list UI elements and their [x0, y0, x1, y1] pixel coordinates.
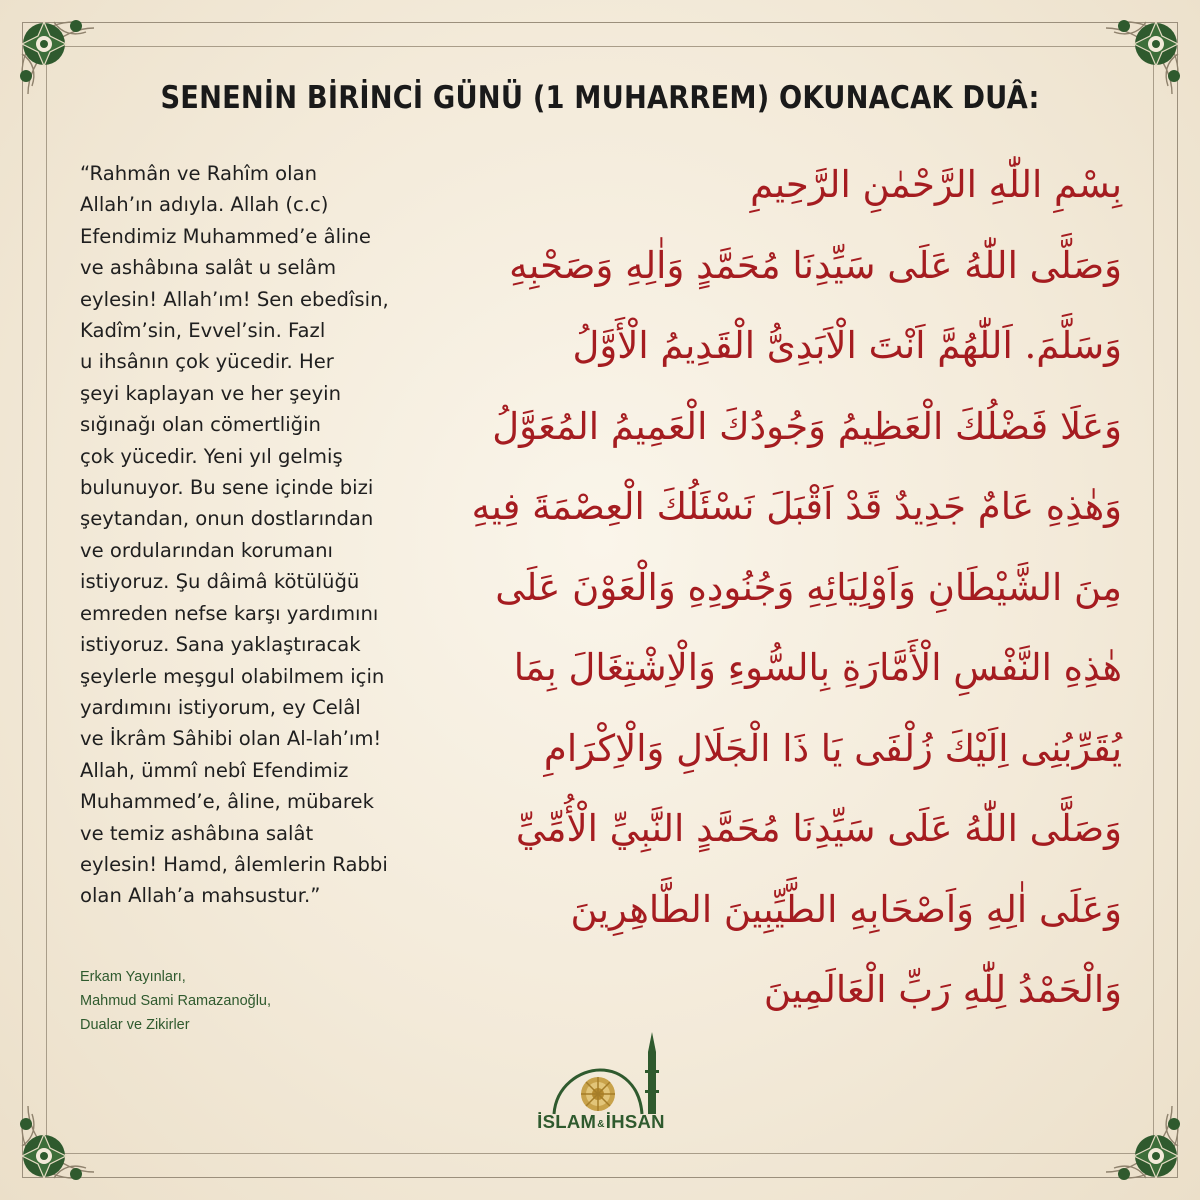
translation-line: sığınağı olan cömertliğin [80, 413, 321, 437]
translation-line: şeylerle meşgul olabilmem için [80, 664, 385, 688]
arabic-line: مِنَ الشَّيْطَانِ وَاَوْلِيَائِهِ وَجُنُودِهِ وَالْعَوْنَ عَلَى [495, 565, 1122, 609]
arabic-line: وَصَلَّى اللّٰهُ عَلَى سَيِّدِنَا مُحَمَّدٍ النَّبِيِّ الْأُمِّيِّ [515, 807, 1122, 850]
arabic-line: هٰذِهِ النَّفْسِ الْأَمَّارَةِ بِالسُّوءِ وَالْاِشْتِغَالَ بِمَا [513, 646, 1122, 689]
translation-line: Allah’ın adıyla. Allah (c.c) [80, 193, 329, 217]
source-line: Mahmud Sami Ramazanoğlu, [80, 993, 272, 1009]
arabic-line: بِسْمِ اللّٰهِ الرَّحْمٰنِ الرَّحِيمِ [750, 163, 1122, 206]
arabic-line: يُقَرِّبُنِى اِلَيْكَ زُلْفَى يَا ذَا الْجَلَالِ وَالْاِكْرَامِ [543, 726, 1122, 770]
brand-ampersand: & [597, 1119, 605, 1130]
translation-line: ve temiz ashâbına salât [80, 821, 314, 845]
translation-line: ve İkrâm Sâhibi olan Al-lah’ım! [80, 727, 382, 751]
translation-line: emreden nefse karşı yardımını [80, 601, 379, 625]
translation-line: Allah, ümmî nebî Efendimiz [80, 758, 349, 782]
page-title: SENENİN BİRİNCİ GÜNÜ (1 MUHARREM) OKUNACAK DUÂ: [160, 80, 1040, 116]
translation-line: çok yücedir. Yeni yıl gelmiş [80, 444, 343, 468]
arabic-line: وَهٰذِهِ عَامٌ جَدِيدٌ قَدْ اَقْبَلَ نَسْئَلُكَ الْعِصْمَةَ فِيهِ [471, 485, 1122, 528]
source-citation [80, 965, 400, 1037]
arabic-line: وَعَلَا فَضْلُكَ الْعَظِيمُ وَجُودُكَ الْعَمِيمُ المُعَوَّلُ [492, 404, 1122, 448]
brand-name-left: İSLAM [537, 1111, 597, 1132]
translation-line: eylesin! Allah’ım! Sen ebedîsin, [80, 287, 389, 311]
translation-line: “Rahmân ve Rahîm olan [80, 162, 317, 185]
corner-ornament-icon [1094, 1094, 1186, 1186]
translation-line: Efendimiz Muhammed’e âline [80, 224, 371, 248]
translation-line: istiyoruz. Sana yaklaştıracak [80, 633, 361, 657]
corner-ornament-icon [14, 1094, 106, 1186]
translation-line: ve ordularından korumanı [80, 538, 333, 562]
translation-line: ve ashâbına salât u selâm [80, 256, 337, 280]
translation-line: istiyoruz. Şu dâimâ kötülüğü [80, 570, 360, 594]
translation-line: Muhammed’e, âline, mübarek [80, 790, 374, 814]
arabic-line: وَسَلَّمَ. اَللّٰهُمَّ اَنْتَ الْاَبَدِىُّ الْقَدِيمُ الْأَوَّلُ [572, 324, 1122, 367]
arabic-line: وَالْحَمْدُ لِلّٰهِ رَبِّ الْعَالَمِينَ [763, 968, 1122, 1011]
brand-name-right: İHSAN [605, 1111, 665, 1132]
translation-line: bulunuyor. Bu sene içinde bizi [80, 476, 374, 500]
arabic-line: وَصَلَّى اللّٰهُ عَلَى سَيِّدِنَا مُحَمَّدٍ وَاٰلِهِ وَصَحْبِهِ [509, 243, 1122, 287]
translation-line: eylesin! Hamd, âlemlerin Rabbi [80, 852, 388, 876]
translation-line: yardımını istiyorum, ey Celâl [80, 695, 361, 719]
source-line: Erkam Yayınları, [80, 969, 186, 985]
arabic-line: وَعَلَى اٰلِهِ وَاَصْحَابِهِ الطَّيِّبِينَ الطَّاهِرِينَ [570, 887, 1122, 931]
arabic-prayer [471, 150, 1122, 1036]
translation-line: şeytandan, onun dostlarından [80, 507, 374, 531]
translation-line: olan Allah’a mahsustur.” [80, 884, 321, 908]
translation-text [80, 158, 480, 912]
translation-line: Kadîm’sin, Evvel’sin. Fazl [80, 319, 326, 343]
brand-logo-text [536, 1111, 666, 1133]
source-line: Dualar ve Zikirler [80, 1017, 190, 1033]
translation-line: u ihsânın çok yücedir. Her [80, 350, 334, 374]
translation-line: şeyi kaplayan ve her şeyin [80, 381, 342, 405]
